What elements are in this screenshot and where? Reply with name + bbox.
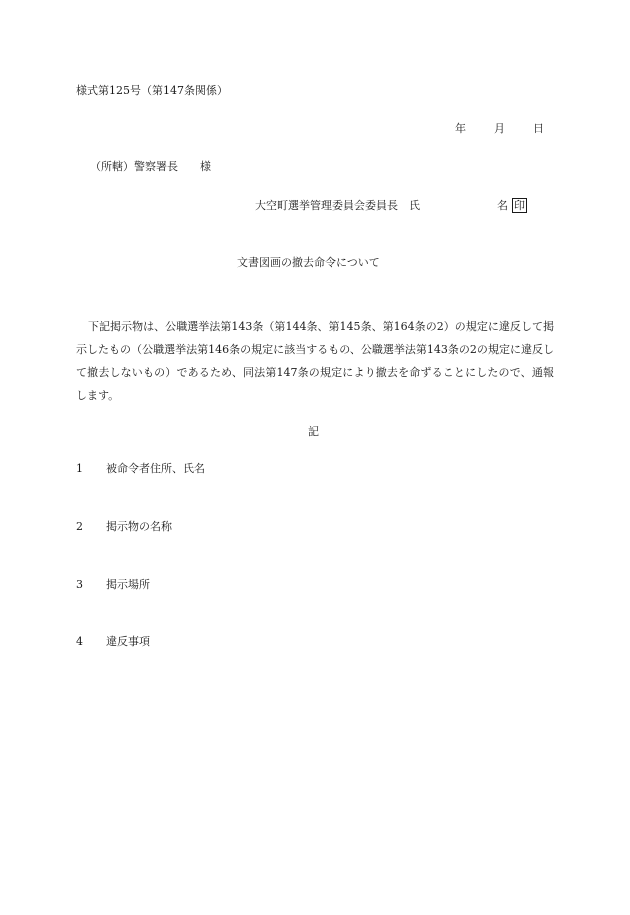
item-number: 4 bbox=[76, 635, 83, 648]
date-line bbox=[455, 123, 544, 134]
item-label: 違反事項 bbox=[106, 635, 150, 648]
list-item bbox=[76, 636, 150, 647]
seal-mark: 印 bbox=[514, 199, 525, 212]
sender-name: 大空町選挙管理委員会委員長 氏 名 bbox=[255, 199, 508, 212]
form-number: 様式第125号（第147条関係） bbox=[76, 84, 228, 97]
date-month: 月 bbox=[494, 122, 505, 135]
list-item bbox=[76, 579, 150, 590]
list-item bbox=[76, 521, 172, 532]
document-title: 文書図画の撤去命令について bbox=[237, 256, 380, 269]
item-label: 被命令者住所、氏名 bbox=[106, 462, 205, 475]
list-item bbox=[76, 463, 205, 474]
item-number: 3 bbox=[76, 578, 83, 591]
date-day: 日 bbox=[533, 122, 544, 135]
ki-label: 記 bbox=[308, 425, 319, 438]
item-label: 掲示物の名称 bbox=[106, 520, 172, 533]
sender-line bbox=[255, 198, 527, 213]
addressee: （所轄）警察署長 様 bbox=[90, 160, 211, 173]
date-year: 年 bbox=[455, 122, 466, 135]
item-number: 2 bbox=[76, 520, 83, 533]
item-number: 1 bbox=[76, 462, 83, 475]
item-label: 掲示場所 bbox=[106, 578, 150, 591]
body-paragraph: 下記掲示物は、公職選挙法第143条（第144条、第145条、第164条の2）の規定に違反して掲示したもの（公職選挙法第146条の規定に該当するもの、公職選挙法第143条の2の規定に違反して撤去しないもの）であるため、同法第147条の規定により撤去を命ずることにしたので、通報します。 bbox=[76, 320, 554, 402]
